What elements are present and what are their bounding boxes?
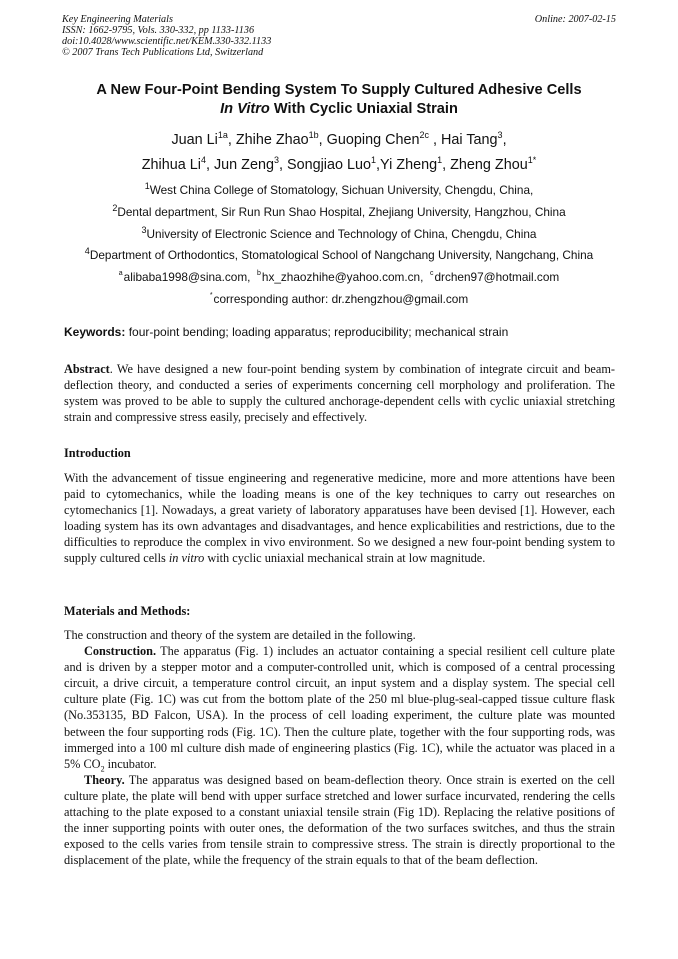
- affiliation-text: University of Electronic Science and Technology of China, Chengdu, China: [146, 226, 537, 241]
- author-sup: 1a: [217, 130, 228, 141]
- keywords: [64, 325, 616, 340]
- author-name: Hai Tang: [441, 132, 498, 148]
- keywords-label: Keywords:: [64, 325, 126, 339]
- theory-paragraph: [64, 772, 615, 869]
- title-rest: With Cyclic Uniaxial Strain: [269, 101, 458, 117]
- author-sup: 1*: [527, 155, 537, 166]
- author-name: Songjiao Luo: [286, 157, 372, 173]
- author-name: Zhihe Zhao: [235, 132, 309, 148]
- abstract-label: Abstract: [64, 362, 110, 376]
- affiliation: [40, 180, 638, 202]
- email-c[interactable]: drchen97@hotmail.com: [434, 270, 560, 285]
- author-sup: 3: [497, 130, 503, 141]
- author-name: Yi Zheng: [380, 157, 438, 173]
- abstract: [64, 361, 615, 425]
- author-sup: 1b: [308, 130, 319, 141]
- co2-subscript: 2: [100, 764, 105, 774]
- author-name: Guoping Chen: [326, 132, 420, 148]
- affiliation-text: Dental department, Sir Run Run Shao Hospital, Zhejiang University, Hangzhou, China: [117, 204, 566, 219]
- author-sep: ,: [442, 157, 451, 173]
- theory-text: The apparatus was designed based on beam-deflection theory. Once strain is exerted on the cell culture plate, the plate will bend with upper surface stretched and lower surface incurvated, rendering the cells attaching to the plate exposed to a constant uniaxial tensile strain (Fig 1D). Replacing the relative positions of the inner supporting points with outer ones, the deformation of the two surfaces switches, and thus the strain exposed to the cells varies from tensile strain to compressive stress. The strain is directly proportional to the displacement of the plate, while the frequency of the strain equals to that of the beam deflection.: [64, 772, 615, 868]
- corresponding-mark: *: [209, 291, 213, 299]
- title-line-2: [40, 100, 638, 119]
- affiliation: [40, 224, 638, 246]
- introduction-body: [64, 470, 615, 567]
- affiliation: [40, 202, 638, 224]
- author-name: Zhihua Li: [141, 157, 201, 173]
- affiliation-sup: 1: [144, 181, 150, 192]
- theory-label: Theory.: [84, 772, 125, 787]
- author-sup: 1: [371, 155, 377, 166]
- abstract-text: . We have designed a new four-point bending system by combination of integrate circuit and beam-deflection theory, and conducted a series of experiments concerning cell morphology and proliferation. The system was proved to be able to supply the cultured anchorage-dependent cells with cyclic uniaxial stretching strain and compressive stress easily, precisely and effectively.: [64, 362, 615, 425]
- online-date: Online: 2007-02-15: [534, 14, 616, 25]
- affiliation-sup: 3: [141, 224, 147, 235]
- author-name: Juan Li: [171, 132, 218, 148]
- title-line-1: A New Four-Point Bending System To Supply Cultured Adhesive Cells: [96, 82, 582, 98]
- author-sep: ,: [205, 157, 214, 173]
- author-name: Jun Zeng: [213, 157, 274, 173]
- methods-intro: The construction and theory of the system are detailed in the following.: [64, 628, 416, 642]
- email-b[interactable]: hx_zhaozhihe@yahoo.com.cn,: [261, 270, 424, 285]
- corresponding-line: [40, 289, 638, 311]
- email-mark: b: [256, 270, 261, 278]
- doi-line: doi:10.4028/www.scientific.net/KEM.330-332.1133: [62, 36, 272, 47]
- email-mark: c: [429, 270, 434, 278]
- author-sep: ,: [278, 157, 287, 173]
- paper-title: [40, 81, 638, 119]
- author-sep: ,: [227, 132, 236, 148]
- keywords-text: four-point bending; loading apparatus; reproducibility; mechanical strain: [125, 325, 509, 339]
- affiliation-text: Department of Orthodontics, Stomatological School of Nangchang University, Nangchang, China: [89, 248, 594, 263]
- issn-line: ISSN: 1662-9795, Vols. 330-332, pp 1133-1136: [62, 25, 255, 36]
- author-name: Zheng Zhou: [450, 157, 528, 173]
- construction-text: The apparatus (Fig. 1) includes an actuator containing a special resilient cell culture plate and is driven by a stepper motor and a computer-controlled unit, which is composed of a central processing circuit, a drive circuit, a temperature control circuit, an input system and a display system. The special cell culture plate (Fig. 1C) was cut from the bottom plate of the 250 ml blue-plug-seal-capped tissue culture flask (No.353135, BD Falcon, USA). In the process of cell loading experiment, the culture plate was mounted between the four supporting rods (Fig. 1C). Then the culture plate, together with the four supporting rods, was immerged into a 100 ml culture dish made of engineering plastics (Fig. 1C), while the actuator was placed in a 5% CO: [64, 644, 615, 771]
- construction-label: Construction.: [84, 644, 157, 659]
- author-sep: ,: [376, 157, 381, 173]
- intro-italic: in vitro: [168, 551, 205, 566]
- title-italic: In Vitro: [220, 101, 270, 117]
- affiliation-list: [40, 180, 638, 311]
- author-sep: ,: [318, 132, 327, 148]
- author-sep: ,: [429, 132, 441, 148]
- copyright-line: © 2007 Trans Tech Publications Ltd, Switzerland: [62, 47, 264, 58]
- affiliation-sup: 4: [84, 246, 90, 257]
- introduction-heading: Introduction: [64, 446, 131, 460]
- corresponding-author[interactable]: corresponding author: dr.zhengzhou@gmail.com: [213, 291, 469, 306]
- construction-text-end: incubator.: [104, 756, 157, 771]
- email-a[interactable]: alibaba1998@sina.com,: [123, 270, 251, 285]
- author-line-1: [40, 128, 638, 153]
- intro-text-1: With the advancement of tissue engineering and regenerative medicine, more and more attentions have been paid to cytomechanics, while the loading means is one of the key techniques to carry out researches on cytomechanics [1]. Nowadays, a great variety of laboratory apparatuses have been devised [1]. However, each loading system has its own advantages and disadvantages, and hence explicabilities and restrictions, due to the difficulties to reproduce the complex in vivo environment. So we designed a new four-point bending system to supply cultured cells: [64, 471, 615, 566]
- journal-header: [62, 14, 618, 58]
- author-list: [40, 128, 638, 178]
- intro-text-2: with cyclic uniaxial mechanical strain at low magnitude.: [204, 551, 486, 566]
- author-sup: 3: [273, 155, 279, 166]
- author-sep: ,: [502, 132, 507, 148]
- author-sup: 1: [437, 155, 443, 166]
- affiliation-text: West China College of Stomatology, Sichuan University, Chengdu, China,: [149, 183, 534, 197]
- author-sup: 2c: [419, 130, 429, 141]
- email-line: [40, 267, 638, 289]
- author-sup: 4: [200, 155, 206, 166]
- construction-paragraph: [64, 643, 615, 772]
- affiliation: [40, 245, 638, 267]
- journal-name: Key Engineering Materials: [62, 14, 173, 25]
- methods-heading: Materials and Methods:: [64, 604, 191, 618]
- affiliation-sup: 2: [112, 202, 118, 213]
- author-line-2: [40, 153, 638, 178]
- email-mark: a: [118, 270, 123, 278]
- methods-body: [64, 627, 615, 868]
